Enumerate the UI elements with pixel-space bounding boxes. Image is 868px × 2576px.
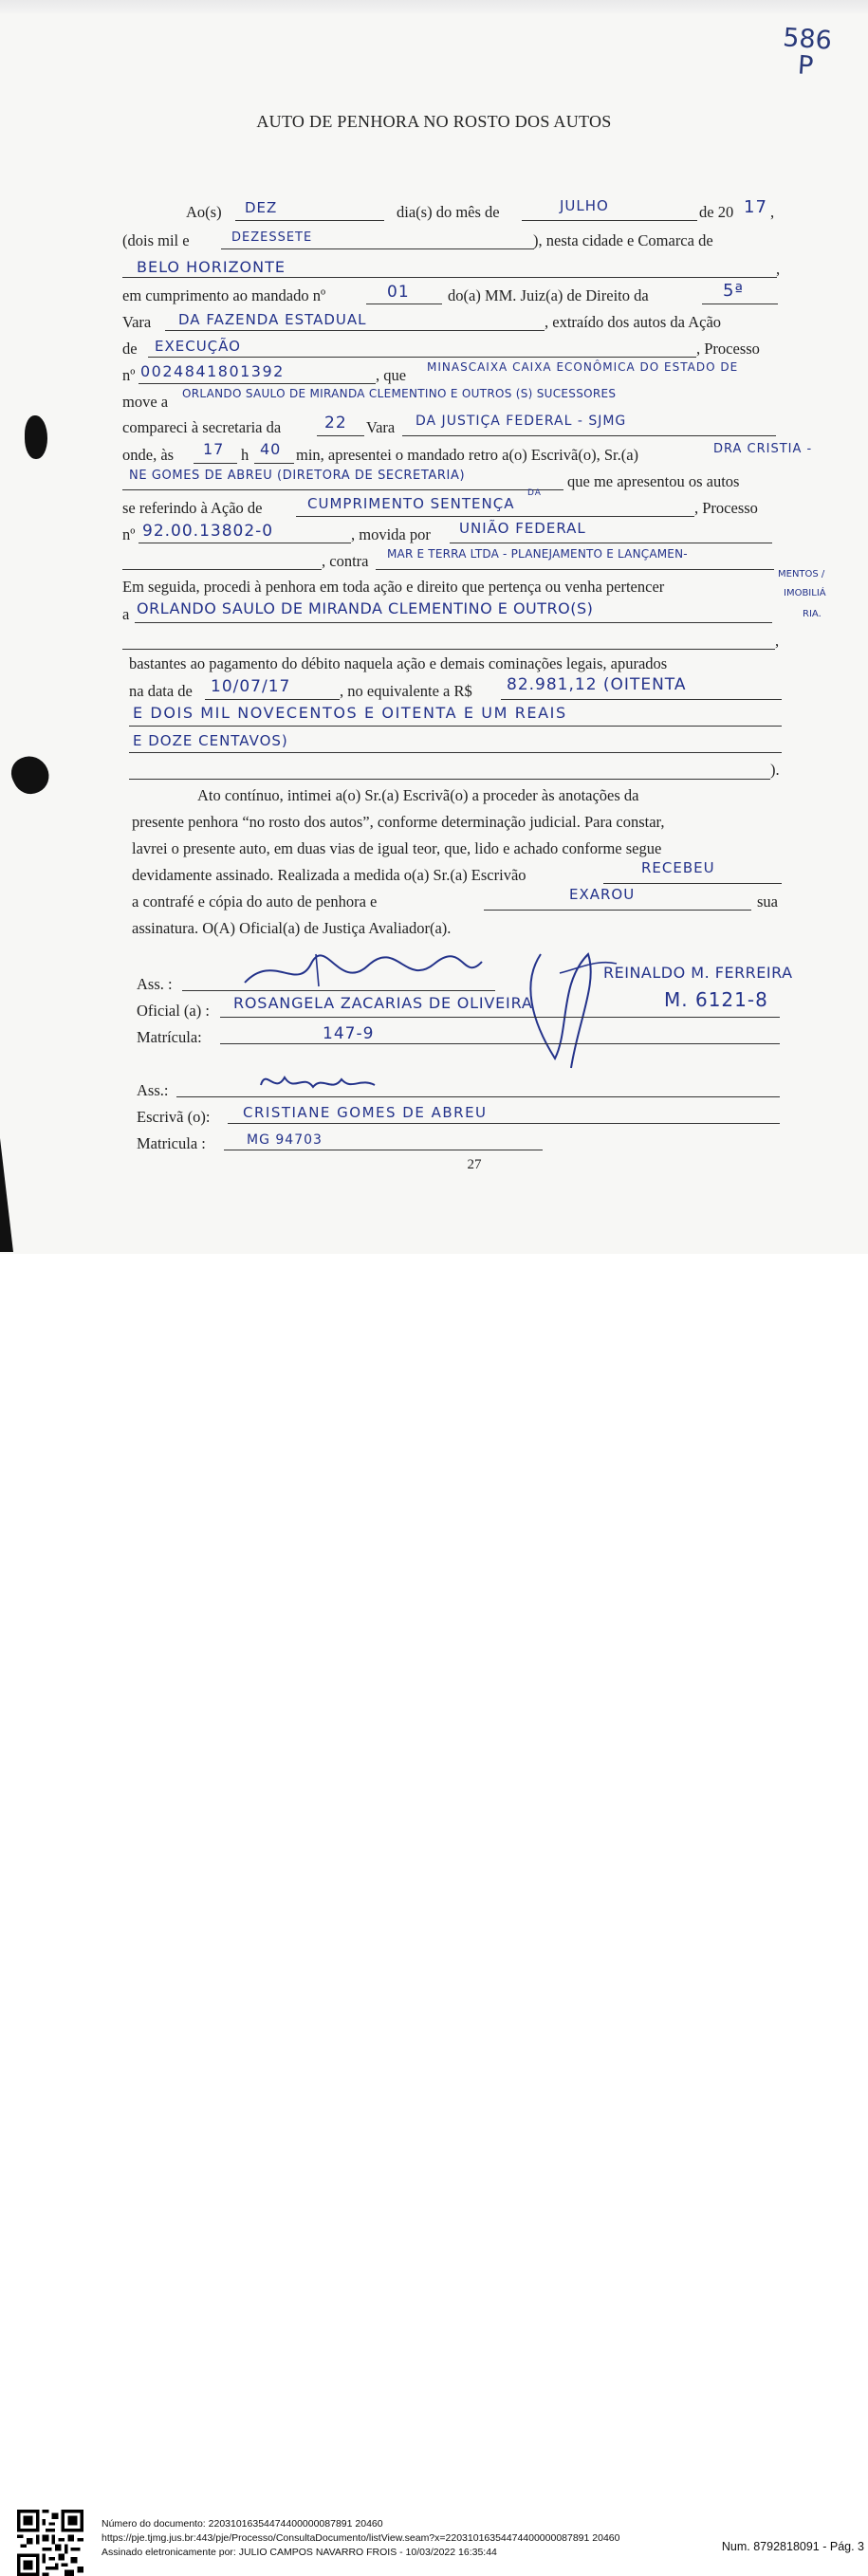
label-bastantes: bastantes ao pagamento do débito naquela ação e demais cominações legais, apurados: [129, 654, 668, 672]
comma-3: ,: [775, 632, 780, 650]
field-line-processo: [139, 383, 376, 384]
field-line-mes: [522, 220, 697, 221]
label-matricula-1: Matrícula:: [137, 1028, 202, 1046]
field-matricula-2: MG 94703: [247, 1132, 323, 1148]
footer-document-number: Número do documento: 22031016354474400000087891 20460: [102, 2518, 383, 2530]
field-oficial-matricula: M. 6121-8: [664, 988, 768, 1011]
field-acao-2-sup: DA: [527, 488, 542, 498]
field-processo-2: 92.00.13802-0: [142, 522, 274, 541]
field-oficial-nome: ROSANGELA ZACARIAS DE OLIVEIRA: [233, 994, 533, 1012]
field-valor-ext-1: E DOIS MIL NOVECENTOS E OITENTA E UM REAIS: [133, 704, 567, 722]
label-ass-1: Ass. :: [137, 975, 173, 993]
comma-1: ,: [770, 203, 775, 221]
field-line-secretaria-num: [317, 435, 364, 436]
label-escriva: Escrivã (o):: [137, 1108, 211, 1126]
label-a: a: [122, 605, 130, 623]
scanned-page: [0, 0, 868, 1254]
footer-text: [102, 2517, 619, 2560]
label-equivalente: , no equivalente a R$: [340, 682, 472, 700]
field-line-recebeu: [603, 883, 782, 884]
label-nadata: na data de: [129, 682, 193, 700]
label-ass-2: Ass.:: [137, 1081, 169, 1099]
escriva-signature: [256, 1066, 389, 1100]
field-line-acao-2: [296, 516, 694, 517]
scan-top-edge: [0, 0, 868, 13]
field-pertencer: ORLANDO SAULO DE MIRANDA CLEMENTINO E OUTRO(S): [137, 599, 594, 617]
field-line-minuto: [254, 463, 294, 464]
scan-edge-shadow: [0, 1138, 13, 1252]
field-line-ano-ext: [221, 248, 534, 249]
field-reinaldo: REINALDO M. FERREIRA: [603, 964, 793, 982]
field-line-hora: [194, 463, 237, 464]
field-line-data: [205, 699, 340, 700]
document-title: AUTO DE PENHORA NO ROSTO DOS AUTOS: [256, 112, 612, 131]
label-movea: move a: [122, 393, 169, 411]
footer-page-reference: Num. 8792818091 - Pág. 3: [721, 2540, 864, 2553]
comma-2: ,: [776, 260, 781, 278]
field-line-valor-4: [129, 779, 770, 780]
page-mark-number: 586: [782, 23, 833, 56]
field-line-secretaria: [402, 435, 776, 436]
field-line-vara-nome: [165, 330, 545, 331]
label-aos: Ao(s): [186, 203, 222, 221]
label-seguida: Em seguida, procedi à penhora em toda ação e direito que pertença ou venha pertencer: [122, 578, 665, 596]
field-escriva-nome-2: NE GOMES DE ABREU (DIRETORA DE SECRETARIA): [129, 469, 466, 483]
paragraph-2-line-1: Ato contínuo, intimei a(o) Sr.(a) Escrivã(o) a proceder às anotações da: [197, 786, 639, 804]
label-min: min, apresentei o mandado retro a(o) Escrivã(o), Sr.(a): [296, 446, 639, 464]
field-dia: DEZ: [245, 199, 278, 216]
label-matricula-2: Matricula :: [137, 1134, 206, 1152]
field-contra: MAR E TERRA LTDA - PLANEJAMENTO E LANÇAMEN-: [387, 547, 688, 561]
paragraph-2-line-3: lavrei o presente auto, em duas vias de igual teor, que, lido e achado conforme segue: [132, 839, 662, 857]
label-extraido: , extraído dos autos da Ação: [545, 313, 722, 331]
field-line-pertencer-2: [122, 649, 775, 650]
label-n-2: nº: [122, 525, 136, 543]
field-hora: 17: [203, 440, 225, 458]
field-line-contra: [376, 569, 774, 570]
field-contra-margin-2: IMOBILIÁ: [784, 588, 826, 598]
field-line-valor: [501, 699, 782, 700]
field-secretaria: DA JUSTIÇA FEDERAL - SJMG: [416, 414, 627, 429]
label-dois-mil: (dois mil e: [122, 231, 190, 249]
footer-url[interactable]: https://pje.tjmg.jus.br:443/pje/Processo/ConsultaDocumento/listView.seam?x=22031016354474400000087891 20460: [102, 2532, 620, 2544]
field-movida: UNIÃO FEDERAL: [459, 520, 586, 537]
field-comarca: BELO HORIZONTE: [137, 258, 286, 276]
label-referindo: se referindo à Ação de: [122, 499, 263, 517]
label-processo-2: , Processo: [694, 499, 758, 517]
field-line-oficial: [220, 1017, 780, 1018]
label-contra: , contra: [322, 552, 369, 570]
field-ano-ext: DEZESSETE: [231, 230, 313, 245]
label-cidade: ), nesta cidade e Comarca de: [533, 231, 713, 249]
field-line-valor-3: [129, 752, 782, 753]
label-n: nº: [122, 366, 136, 384]
field-mes: JULHO: [560, 197, 609, 214]
label-dias-mes: dia(s) do mês de: [397, 203, 500, 221]
label-oficial: Oficial (a) :: [137, 1002, 210, 1020]
paragraph-2-line-4: devidamente assinado. Realizada a medida o(a) Sr.(a) Escrivão: [132, 866, 526, 884]
field-ano: 17: [744, 197, 767, 217]
label-de20: de 20: [699, 203, 734, 221]
field-contra-margin-1: MENTOS /: [778, 569, 825, 580]
label-doa: do(a) MM. Juiz(a) de Direito da: [448, 286, 649, 304]
field-recebeu: RECEBEU: [641, 859, 715, 876]
footer-signed-by: Assinado eletronicamente por: JULIO CAMPOS NAVARRO FROIS - 10/03/2022 16:35:44: [102, 2547, 497, 2558]
label-onde: onde, às: [122, 446, 175, 464]
field-contra-margin-3: RIA.: [803, 609, 822, 619]
label-cumprimento: em cumprimento ao mandado nº: [122, 286, 326, 304]
label-vara: Vara: [122, 313, 152, 331]
paragraph-2-line-2: presente penhora “no rosto dos autos”, conforme determinação judicial. Para constar,: [132, 813, 665, 831]
page-mark: [771, 25, 841, 83]
label-que: , que: [376, 366, 407, 384]
electronic-signature-footer: [0, 1254, 868, 2558]
field-vara-num: 5ª: [723, 281, 744, 301]
field-valor: 82.981,12 (OITENTA: [507, 675, 687, 694]
field-data: 10/07/17: [211, 677, 291, 696]
field-escriva-nome-1: DRA CRISTIA -: [713, 442, 813, 456]
field-acao: EXECUÇÃO: [155, 338, 241, 355]
field-line-escriva-nome: [122, 489, 563, 490]
field-line-acao: [148, 357, 696, 358]
label-close: ).: [770, 761, 780, 779]
label-processo-1: , Processo: [696, 340, 760, 358]
paragraph-2-line-5b: sua: [757, 892, 778, 911]
field-line-matricula-1: [220, 1043, 780, 1044]
field-line-blank: [122, 569, 322, 570]
label-compareci: compareci à secretaria da: [122, 418, 282, 436]
field-minuto: 40: [260, 440, 282, 458]
punch-hole-top: [25, 415, 47, 459]
field-acao-2: CUMPRIMENTO SENTENÇA: [307, 495, 515, 512]
field-line-exarou: [484, 910, 751, 911]
field-autor: MINASCAIXA CAIXA ECONÔMICA DO ESTADO DE: [427, 360, 739, 374]
field-line-escriva: [228, 1123, 780, 1124]
oficial-signature: [216, 945, 491, 996]
label-h: h: [241, 446, 249, 464]
field-matricula-1: 147-9: [323, 1024, 375, 1043]
field-reu: ORLANDO SAULO DE MIRANDA CLEMENTINO E OUTROS (S) SUCESSORES: [182, 387, 617, 400]
field-secretaria-num: 22: [324, 414, 347, 432]
field-line-comarca: [122, 277, 777, 278]
punch-hole-bottom: [6, 750, 54, 800]
paragraph-2-line-5a: a contrafé e cópia do auto de penhora e: [132, 892, 378, 911]
field-processo: 0024841801392: [140, 362, 285, 380]
page-number: 27: [467, 1157, 482, 1172]
paragraph-2-line-6: assinatura. O(A) Oficial(a) de Justiça Avaliador(a).: [132, 919, 452, 937]
qr-code-icon[interactable]: [17, 2510, 83, 2576]
field-line-valor-2: [129, 726, 782, 727]
label-apresentou: que me apresentou os autos: [567, 472, 740, 490]
page-mark-letter: P: [796, 50, 815, 82]
label-de: de: [122, 340, 138, 358]
label-vara-2: Vara: [366, 418, 396, 436]
field-exarou: EXAROU: [569, 886, 636, 903]
field-vara-nome: DA FAZENDA ESTADUAL: [178, 311, 367, 328]
field-line-pertencer: [135, 622, 772, 623]
label-movida: , movida por: [351, 525, 431, 543]
field-mandado: 01: [387, 283, 410, 302]
field-escriva-nome: CRISTIANE GOMES DE ABREU: [243, 1104, 488, 1121]
field-line-dia: [235, 220, 384, 221]
field-valor-ext-2: E DOZE CENTAVOS): [133, 732, 288, 749]
